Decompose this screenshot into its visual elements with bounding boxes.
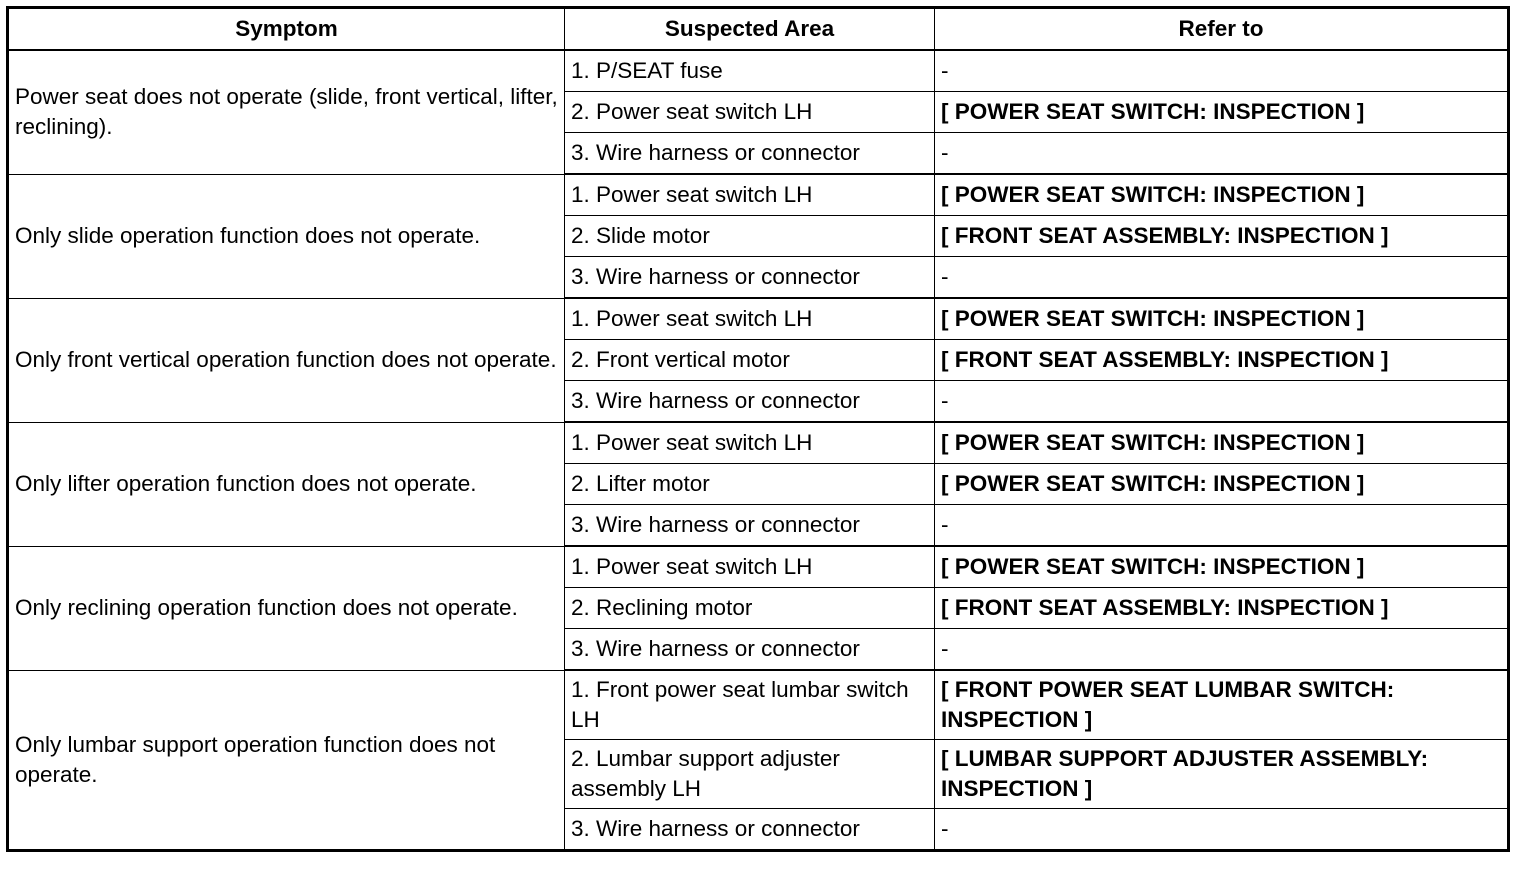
refer-to-link[interactable]: [ POWER SEAT SWITCH: INSPECTION ] <box>935 422 1509 464</box>
suspected-area-cell: 3. Wire harness or connector <box>565 381 935 423</box>
refer-to-cell: - <box>935 809 1509 851</box>
suspected-area-cell: 1. Power seat switch LH <box>565 422 935 464</box>
symptom-cell: Only slide operation function does not operate. <box>8 174 565 298</box>
refer-to-cell: - <box>935 50 1509 92</box>
table-row <box>8 174 1509 216</box>
table-row <box>8 298 1509 340</box>
table-row <box>8 546 1509 588</box>
suspected-area-cell: 1. P/SEAT fuse <box>565 50 935 92</box>
refer-to-cell: - <box>935 505 1509 547</box>
refer-to-link[interactable]: [ FRONT SEAT ASSEMBLY: INSPECTION ] <box>935 588 1509 629</box>
table-row <box>8 670 1509 740</box>
suspected-area-cell: 1. Power seat switch LH <box>565 298 935 340</box>
diagnosis-table <box>6 6 1510 852</box>
refer-to-link[interactable]: [ POWER SEAT SWITCH: INSPECTION ] <box>935 92 1509 133</box>
suspected-area-cell: 2. Reclining motor <box>565 588 935 629</box>
suspected-area-cell: 3. Wire harness or connector <box>565 133 935 175</box>
refer-to-link[interactable]: [ FRONT SEAT ASSEMBLY: INSPECTION ] <box>935 340 1509 381</box>
symptom-cell: Only reclining operation function does not operate. <box>8 546 565 670</box>
suspected-area-cell: 2. Front vertical motor <box>565 340 935 381</box>
refer-to-link[interactable]: [ FRONT SEAT ASSEMBLY: INSPECTION ] <box>935 216 1509 257</box>
suspected-area-cell: 2. Lifter motor <box>565 464 935 505</box>
suspected-area-cell: 1. Power seat switch LH <box>565 174 935 216</box>
header-row <box>8 8 1509 51</box>
suspected-area-cell: 1. Front power seat lumbar switch LH <box>565 670 935 740</box>
symptom-cell: Power seat does not operate (slide, front vertical, lifter, reclining). <box>8 50 565 174</box>
table-row <box>8 422 1509 464</box>
table-row <box>8 50 1509 92</box>
symptom-cell: Only front vertical operation function does not operate. <box>8 298 565 422</box>
suspected-area-cell: 1. Power seat switch LH <box>565 546 935 588</box>
refer-to-link[interactable]: [ POWER SEAT SWITCH: INSPECTION ] <box>935 464 1509 505</box>
symptom-cell: Only lifter operation function does not operate. <box>8 422 565 546</box>
refer-to-link[interactable]: [ POWER SEAT SWITCH: INSPECTION ] <box>935 546 1509 588</box>
refer-to-cell: - <box>935 629 1509 671</box>
refer-to-link[interactable]: [ POWER SEAT SWITCH: INSPECTION ] <box>935 174 1509 216</box>
refer-to-cell: - <box>935 257 1509 299</box>
suspected-area-cell: 2. Power seat switch LH <box>565 92 935 133</box>
suspected-area-cell: 3. Wire harness or connector <box>565 629 935 671</box>
refer-to-cell: - <box>935 133 1509 175</box>
suspected-area-cell: 2. Slide motor <box>565 216 935 257</box>
header-refer-to: Refer to <box>935 8 1509 51</box>
suspected-area-cell: 3. Wire harness or connector <box>565 505 935 547</box>
refer-to-link[interactable]: [ FRONT POWER SEAT LUMBAR SWITCH: INSPECTION ] <box>935 670 1509 740</box>
symptom-cell: Only lumbar support operation function does not operate. <box>8 670 565 851</box>
suspected-area-cell: 3. Wire harness or connector <box>565 257 935 299</box>
refer-to-link[interactable]: [ POWER SEAT SWITCH: INSPECTION ] <box>935 298 1509 340</box>
header-suspected-area: Suspected Area <box>565 8 935 51</box>
suspected-area-cell: 2. Lumbar support adjuster assembly LH <box>565 740 935 809</box>
refer-to-cell: - <box>935 381 1509 423</box>
header-symptom: Symptom <box>8 8 565 51</box>
refer-to-link[interactable]: [ LUMBAR SUPPORT ADJUSTER ASSEMBLY: INSPECTION ] <box>935 740 1509 809</box>
suspected-area-cell: 3. Wire harness or connector <box>565 809 935 851</box>
